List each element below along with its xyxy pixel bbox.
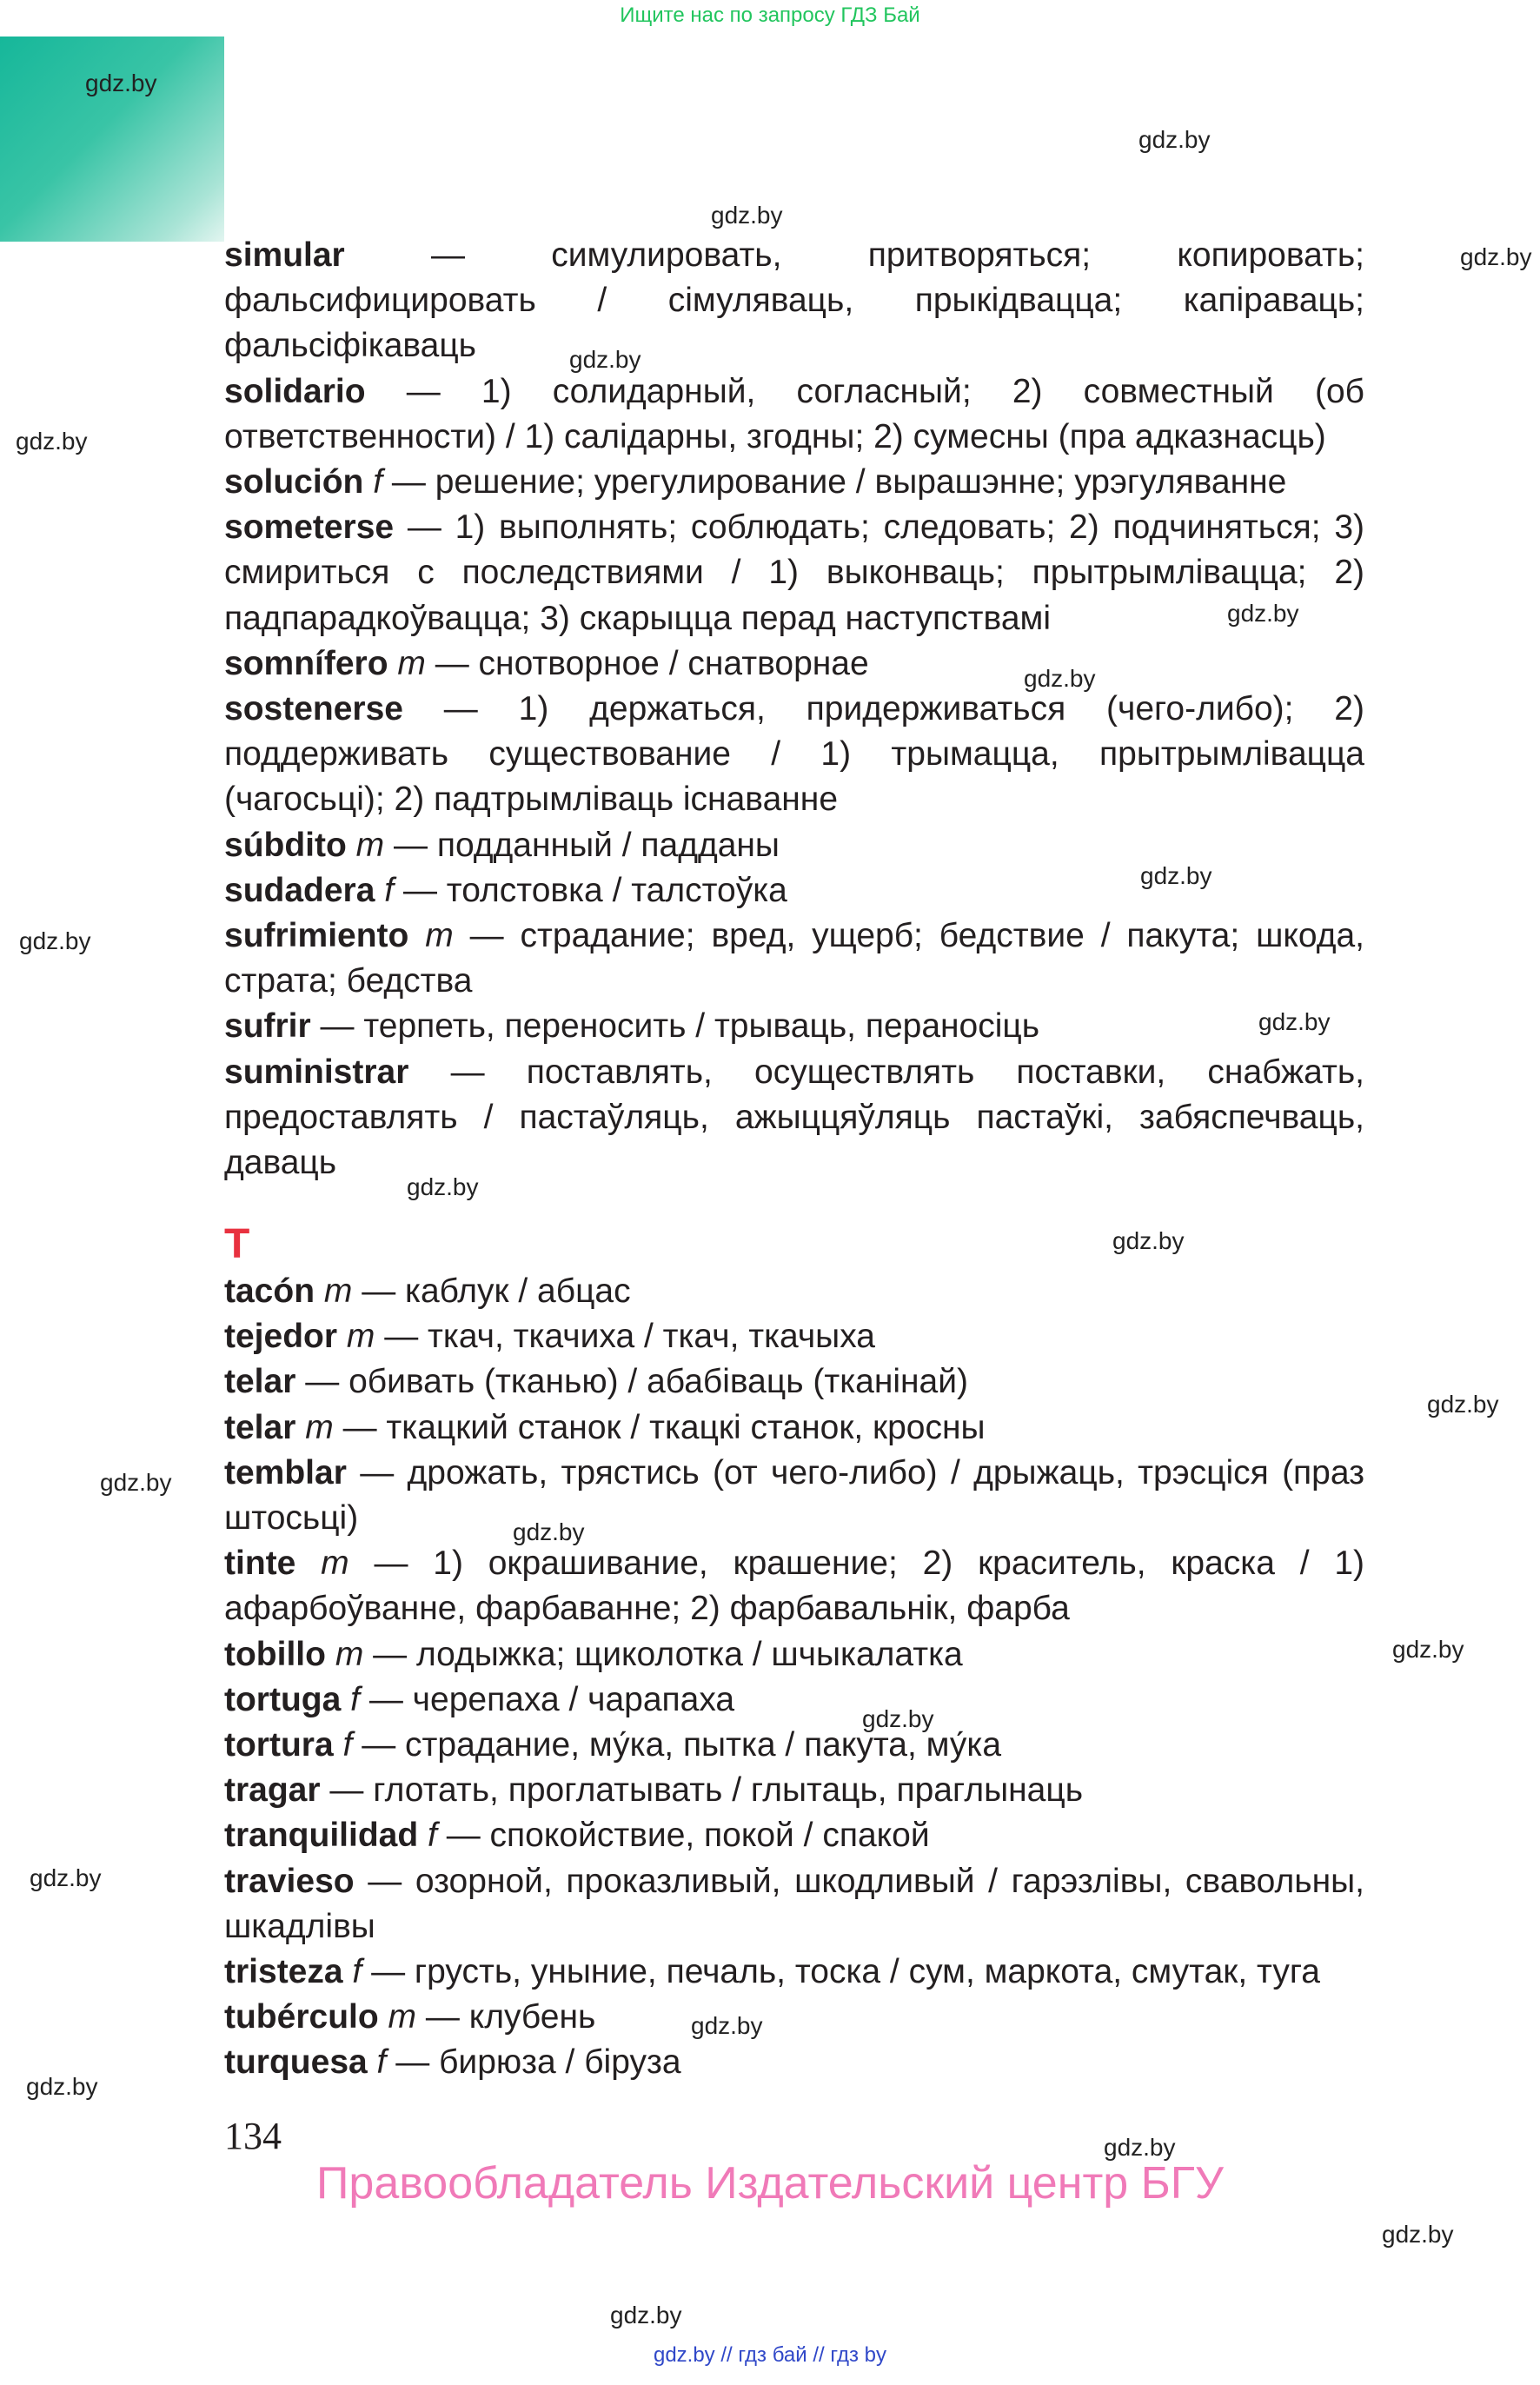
dictionary-entry [224, 1050, 1364, 1186]
gender-mark: m [323, 1272, 353, 1310]
gender-mark: m [305, 1408, 334, 1446]
dictionary-entry [224, 1723, 1364, 1768]
watermark: gdz.by [1427, 1391, 1499, 1418]
watermark: gdz.by [1460, 243, 1532, 270]
headword: tragar [224, 1771, 321, 1810]
translation: — 1) солидарный, согласный; 2) совместный (об ответственности) / 1) салiдарны, згодны; 2) сумесны (пра адказнасць) [224, 372, 1364, 455]
watermark: gdz.by [1392, 1636, 1464, 1663]
headword: tobillo [224, 1635, 326, 1673]
gender-mark: f [342, 1726, 353, 1764]
watermark: gdz.by [1258, 1008, 1331, 1035]
headword: tranquilidad [224, 1817, 419, 1855]
gender-mark: m [397, 644, 426, 682]
headword: telar [224, 1363, 296, 1401]
translation: — черепаха / чарапаха [368, 1680, 735, 1718]
dictionary-entry [224, 1004, 1364, 1049]
watermark: gdz.by [407, 1173, 479, 1200]
footer-links: gdz.by // гдз бай // гдз by [653, 2343, 887, 2367]
page-number: 134 [224, 2115, 282, 2157]
headword: sudadera [224, 871, 375, 909]
headword: tristeza [224, 1953, 343, 1991]
dictionary-entry [224, 1541, 1364, 1631]
translation: — снотворное / снатворнае [435, 644, 869, 682]
translation: — 1) окрашивание, крашение; 2) краситель, краска / 1) афарбоўванне, фарбаванне; 2) фарбавальнiк, фарба [224, 1545, 1365, 1628]
dictionary-entry [224, 687, 1364, 823]
translation: — обивать (тканью) / абабiваць (тканiнай) [305, 1363, 969, 1401]
entries-list-t [224, 1269, 1364, 2086]
headword: solución [224, 463, 364, 502]
watermark: gdz.by [569, 346, 641, 373]
headword: sostenerse [224, 690, 403, 728]
watermark: gdz.by [610, 2302, 682, 2329]
dictionary-entry [224, 641, 1364, 687]
dictionary-entry [224, 1359, 1364, 1405]
translation: — клубень [425, 1998, 596, 2036]
headword: tinte [224, 1545, 296, 1583]
translation: — каблук / абцас [362, 1272, 631, 1310]
watermark: gdz.by [1024, 665, 1096, 692]
translation: — подданный / падданы [394, 826, 780, 864]
dictionary-entry [224, 1451, 1364, 1541]
dictionary-entry [224, 913, 1364, 1004]
dictionary-entry [224, 460, 1364, 505]
translation: — озорной, проказливый, шкодливый / гарэзлiвы, свавольны, шкадлiвы [224, 1862, 1364, 1945]
dictionary-entry [224, 1768, 1364, 1813]
watermark: gdz.by [1138, 126, 1211, 153]
headword: solidario [224, 372, 366, 410]
gender-mark: m [355, 826, 385, 864]
watermark: gdz.by [1140, 862, 1212, 889]
translation: — решение; урегулирование / вырашэнне; урэгуляванне [391, 463, 1287, 502]
gender-mark: m [335, 1635, 364, 1673]
dictionary-entry [224, 1314, 1364, 1359]
headword: súbdito [224, 826, 347, 864]
headword: sufrimiento [224, 917, 409, 955]
gender-mark: f [350, 1680, 360, 1718]
dictionary-entry [224, 233, 1364, 369]
translation: — страдание, му́ка, пытка / пакута, му́ка [362, 1726, 1002, 1764]
dictionary-entry [224, 1269, 1364, 1314]
translation: — дрожать, трястись (от чего-либо) / дрыжаць, трэсцiся (праз штосьцi) [224, 1453, 1364, 1538]
translation: — поставлять, осуществлять поставки, снабжать, предоставлять / пастаўляць, ажыццяўляць пастаўкi, забяспечваць, даваць [224, 1053, 1364, 1182]
rights-holder: Правообладатель Издательский центр БГУ [316, 2158, 1224, 2209]
headword: someterse [224, 508, 395, 547]
gender-mark: f [384, 871, 395, 909]
dictionary-entry [224, 1859, 1364, 1950]
dictionary-entry [224, 1677, 1364, 1723]
dictionary-entry [224, 1405, 1364, 1451]
translation: — ткач, ткачиха / ткач, ткачыха [384, 1318, 875, 1356]
headword: tubérculo [224, 1998, 379, 2036]
watermark: gdz.by [100, 1469, 172, 1496]
section-letter: T [224, 1221, 250, 1267]
dictionary-entry [224, 369, 1364, 460]
translation: — бирюза / бiруза [395, 2043, 681, 2082]
headword: sufrir [224, 1007, 311, 1046]
translation: — глотать, проглатывать / глытаць, праглынаць [329, 1771, 1084, 1810]
translation: — толстовка / талстоўка [402, 871, 787, 909]
dictionary-entry [224, 1632, 1364, 1677]
corner-color-block [0, 37, 224, 242]
headword: tejedor [224, 1318, 338, 1356]
top-banner: Ищите нас по запросу ГДЗ Бай [620, 3, 920, 27]
watermark: gdz.by [30, 1864, 102, 1891]
watermark: gdz.by [711, 202, 783, 229]
watermark: gdz.by [26, 2073, 98, 2100]
dictionary-entry [224, 1950, 1364, 1995]
watermark: gdz.by [691, 2012, 763, 2039]
headword: suministrar [224, 1053, 409, 1091]
watermark: gdz.by [862, 1705, 934, 1732]
entries-list-s [224, 233, 1364, 1186]
translation: — 1) выполнять; соблюдать; следовать; 2) подчиняться; 3) смириться с последствиями / 1) выконваць; прытрымлiвацца; 2) падпарадкоўвацца; 3) скарыцца перад наступствамi [224, 508, 1364, 637]
translation: — лодыжка; щиколотка / шчыкалатка [373, 1635, 963, 1673]
translation: — грусть, уныние, печаль, тоска / сум, маркота, смутак, туга [371, 1953, 1320, 1991]
translation: — 1) держаться, придерживаться (чего-либо); 2) поддерживать существование / 1) трымацца, прытрымлiвацца (чагосьцi); 2) падтрымлiваць iснаванне [224, 690, 1364, 819]
headword: turquesa [224, 2043, 368, 2082]
watermark: gdz.by [1382, 2221, 1454, 2248]
translation: — ткацкий станок / ткацкi станок, кросны [342, 1408, 986, 1446]
watermark: gdz.by [1104, 2134, 1176, 2161]
gender-mark: m [425, 917, 454, 955]
gender-mark: m [321, 1545, 349, 1583]
headword: travieso [224, 1862, 355, 1900]
headword: telar [224, 1408, 296, 1446]
dictionary-entry [224, 1995, 1364, 2040]
watermark: gdz.by [85, 70, 157, 96]
headword: temblar [224, 1453, 347, 1491]
gender-mark: m [346, 1318, 375, 1356]
headword: tortuga [224, 1680, 342, 1718]
gender-mark: m [388, 1998, 417, 2036]
dictionary-entry [224, 505, 1364, 641]
translation: — страдание; вред, ущерб; бедствие / пакута; шкода, страта; бедства [224, 917, 1364, 1000]
translation: — спокойствие, покой / спакой [446, 1817, 930, 1855]
watermark: gdz.by [513, 1518, 585, 1545]
gender-mark: f [352, 1953, 362, 1991]
watermark: gdz.by [1227, 600, 1299, 627]
translation: — терпеть, переносить / трываць, пераносiць [320, 1007, 1040, 1046]
dictionary-entry [224, 868, 1364, 913]
translation: — симулировать, притворяться; копировать; фальсифицировать / сiмуляваць, прыкiдвацца; капiраваць; фальсiфiкаваць [224, 236, 1364, 365]
watermark: gdz.by [1112, 1227, 1185, 1254]
dictionary-entry [224, 2040, 1364, 2085]
gender-mark: f [373, 463, 383, 502]
headword: simular [224, 236, 345, 274]
headword: tacón [224, 1272, 315, 1310]
watermark: gdz.by [16, 428, 88, 455]
dictionary-entry [224, 823, 1364, 868]
headword: tortura [224, 1726, 334, 1764]
gender-mark: f [376, 2043, 387, 2082]
watermark: gdz.by [19, 927, 91, 954]
dictionary-entry [224, 1813, 1364, 1858]
headword: somnífero [224, 644, 388, 682]
gender-mark: f [428, 1817, 437, 1855]
